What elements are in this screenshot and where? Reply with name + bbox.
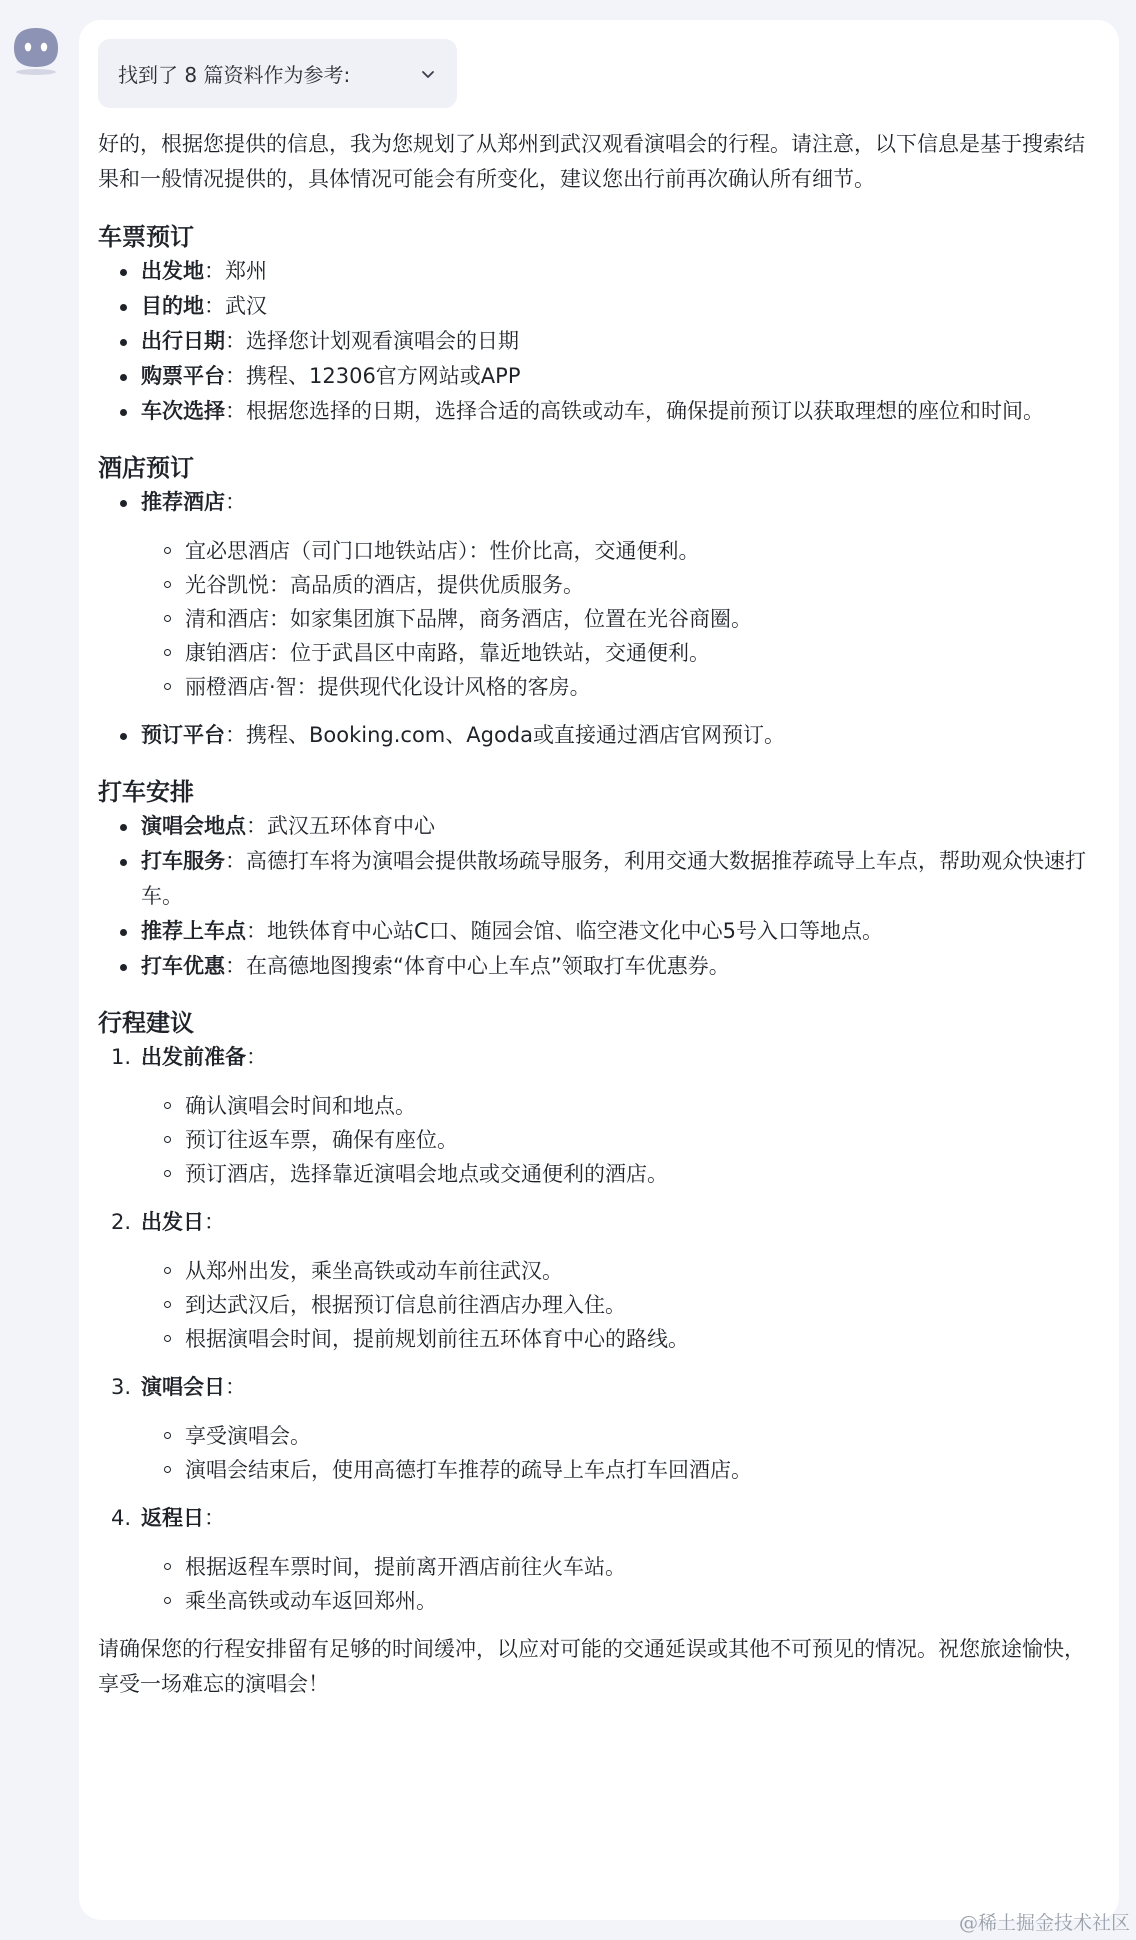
- outro-paragraph: 请确保您的行程安排留有足够的时间缓冲，以应对可能的交通延误或其他不可预见的情况。祝您旅途愉快，享受一场难忘的演唱会！: [98, 1637, 1085, 1696]
- hotel-list: [98, 485, 1098, 753]
- plan-sublist: [141, 1254, 1098, 1356]
- ticket-list: [98, 254, 1098, 429]
- plan-step: 3. 演唱会日： 享受演唱会。 演唱会结束后，使用高德打车推荐的疏导上车点打车回酒店。: [98, 1370, 1098, 1487]
- list-item: 推荐酒店： 宜必思酒店（司门口地铁站店）：性价比高，交通便利。 光谷凯悦：高品质的酒店，提供优质服务。 清和酒店：如家集团旗下品牌，商务酒店，位置在光谷商圈。 康铂酒店：位于武昌区中南路，靠近地铁站，交通便利。 丽橙酒店·智：提供现代化设计风格的客房。: [98, 485, 1098, 704]
- sub-list-item: 宜必思酒店（司门口地铁站店）：性价比高，交通便利。: [98, 534, 1098, 568]
- list-item: 预订平台：携程、Booking.com、Agoda或直接通过酒店官网预订。: [98, 718, 1098, 753]
- list-item: 打车服务：高德打车将为演唱会提供散场疏导服务，利用交通大数据推荐疏导上车点，帮助观众快速打车。: [98, 844, 1098, 914]
- plan-sublist: [141, 1089, 1098, 1191]
- list-item: 打车优惠：在高德地图搜索“体育中心上车点”领取打车优惠券。: [98, 949, 1098, 984]
- list-item: 推荐上车点：地铁体育中心站C口、随园会馆、临空港文化中心5号入口等地点。: [98, 914, 1098, 949]
- sub-list-item: 根据返程车票时间，提前离开酒店前往火车站。: [98, 1550, 1098, 1584]
- sub-list-item: 预订往返车票，确保有座位。: [98, 1123, 1098, 1157]
- references-label: 找到了 8 篇资料作为参考:: [118, 63, 351, 87]
- hotel-sublist: [141, 534, 1098, 704]
- list-item: 演唱会地点：武汉五环体育中心: [98, 809, 1098, 844]
- sub-list-item: 预订酒店，选择靠近演唱会地点或交通便利的酒店。: [98, 1157, 1098, 1191]
- sub-list-item: 康铂酒店：位于武昌区中南路，靠近地铁站，交通便利。: [98, 636, 1098, 670]
- plan-step: 4. 返程日： 根据返程车票时间，提前离开酒店前往火车站。 乘坐高铁或动车返回郑州。: [98, 1501, 1098, 1618]
- plan-step: 2. 出发日： 从郑州出发，乘坐高铁或动车前往武汉。 到达武汉后，根据预订信息前往酒店办理入住。 根据演唱会时间，提前规划前往五环体育中心的路线。: [98, 1205, 1098, 1356]
- sub-list-item: 清和酒店：如家集团旗下品牌，商务酒店，位置在光谷商圈。: [98, 602, 1098, 636]
- plan-sublist: [141, 1419, 1098, 1487]
- watermark: @稀土掘金技术社区: [958, 1912, 1130, 1934]
- sub-list-item: 到达武汉后，根据预订信息前往酒店办理入住。: [98, 1288, 1098, 1322]
- chevron-down-icon: [419, 65, 437, 83]
- sub-list-item: 演唱会结束后，使用高德打车推荐的疏导上车点打车回酒店。: [98, 1453, 1098, 1487]
- list-item: 目的地：武汉: [98, 289, 1098, 324]
- references-toggle[interactable]: [98, 39, 457, 108]
- plan-step: 1. 出发前准备： 确认演唱会时间和地点。 预订往返车票，确保有座位。 预订酒店，选择靠近演唱会地点或交通便利的酒店。: [98, 1040, 1098, 1191]
- list-item: 出行日期：选择您计划观看演唱会的日期: [98, 324, 1098, 359]
- taxi-list: [98, 809, 1098, 984]
- sub-list-item: 确认演唱会时间和地点。: [98, 1089, 1098, 1123]
- sub-list-item: 乘坐高铁或动车返回郑州。: [98, 1584, 1098, 1618]
- section-heading-taxi: 打车安排: [98, 778, 194, 806]
- list-item: 购票平台：携程、12306官方网站或APP: [98, 359, 1098, 394]
- list-item: 出发地：郑州: [98, 254, 1098, 289]
- section-heading-hotel: 酒店预订: [98, 454, 194, 482]
- plan-list: [98, 1040, 1098, 1618]
- assistant-avatar: [8, 22, 64, 78]
- section-heading-plan: 行程建议: [98, 1009, 194, 1037]
- intro-paragraph: 好的，根据您提供的信息，我为您规划了从郑州到武汉观看演唱会的行程。请注意，以下信息是基于搜索结果和一般情况提供的，具体情况可能会有所变化，建议您出行前再次确认所有细节。: [98, 132, 1085, 191]
- sub-list-item: 享受演唱会。: [98, 1419, 1098, 1453]
- sub-list-item: 光谷凯悦：高品质的酒店，提供优质服务。: [98, 568, 1098, 602]
- list-item: 车次选择：根据您选择的日期，选择合适的高铁或动车，确保提前预订以获取理想的座位和时间。: [98, 394, 1098, 429]
- section-heading-ticket: 车票预订: [98, 223, 194, 251]
- answer-content: [98, 39, 1098, 1702]
- sub-list-item: 从郑州出发，乘坐高铁或动车前往武汉。: [98, 1254, 1098, 1288]
- sub-list-item: 丽橙酒店·智：提供现代化设计风格的客房。: [98, 670, 1098, 704]
- sub-list-item: 根据演唱会时间，提前规划前往五环体育中心的路线。: [98, 1322, 1098, 1356]
- answer-card: [79, 20, 1119, 1920]
- plan-sublist: [141, 1550, 1098, 1618]
